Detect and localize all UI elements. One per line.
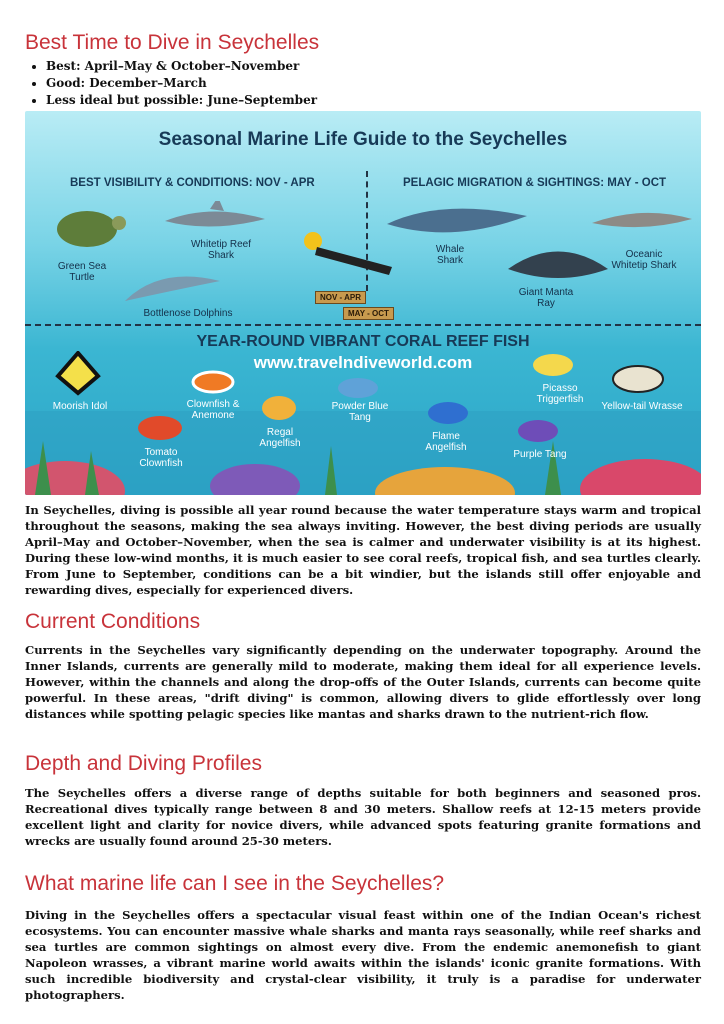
label-picasso: Picasso Triggerfish — [536, 383, 584, 405]
label-manta: Giant Manta Ray — [518, 287, 574, 309]
regal-angelfish-icon — [259, 393, 299, 423]
section-heading-current-conditions: Current Conditions — [25, 610, 201, 633]
intro-paragraph: In Seychelles, diving is possible all year round because the water temperature stays warm and tropical throughout the seasons, making the sea always inviting. However, the best diving periods are usually April–May and October–November, when the sea is calmer and underwater visibility is at its highest. During these low-wind months, it is much easier to see coral reefs, tropical fish, and sea turtles clearly. From June to September, conditions can be a bit windier, but the islands still offer enjoyable and rewarding dives, especially for experienced divers. — [25, 503, 701, 598]
yellowtail-wrasse-icon — [610, 363, 666, 395]
reef-fish-header: YEAR-ROUND VIBRANT CORAL REEF FISH — [196, 333, 530, 350]
best-time-list — [28, 58, 317, 109]
label-oceanic: Oceanic Whitetip Shark — [611, 249, 677, 271]
manta-ray-icon — [503, 239, 613, 289]
purple-tang-icon — [515, 417, 561, 445]
seasonal-marine-life-infographic — [25, 111, 701, 495]
infographic-title: Seasonal Marine Life Guide to the Seychelles — [158, 129, 568, 150]
list-item: • Less ideal but possible: June–September — [46, 92, 317, 109]
list-item: • Best: April–May & October–November — [46, 58, 317, 75]
depth-profiles-paragraph: The Seychelles offers a diverse range of depths suitable for both beginners and seasoned pros. Recreational dives typically range between 8 and 30 meters. Shallow reefs at 12-15 meters provide excellent light and clarity for novice divers, while advanced spots featuring granite formations and wrecks are usually found around 25-30 meters. — [25, 786, 701, 849]
label-flame: Flame Angelfish — [425, 431, 467, 453]
label-clownfish: Clownfish & Anemone — [186, 399, 240, 421]
section-heading-marine-life: What marine life can I see in the Seychelles? — [25, 872, 445, 895]
label-yellowtail: Yellow-tail Wrasse — [601, 401, 683, 412]
label-powder: Powder Blue Tang — [331, 401, 389, 423]
moorish-idol-icon — [53, 351, 103, 396]
oceanic-shark-icon — [587, 201, 697, 241]
label-whitetip-reef: Whitetip Reef Shark — [190, 239, 252, 261]
dolphin-icon — [120, 261, 230, 311]
label-turtle: Green Sea Turtle — [57, 261, 107, 283]
section-heading-best-time: Best Time to Dive in Seychelles — [25, 31, 320, 54]
label-whale-shark: Whale Shark — [435, 244, 465, 266]
label-regal: Regal Angelfish — [259, 427, 301, 449]
label-dolphins: Bottlenose Dolphins — [143, 308, 233, 319]
list-item: • Good: December–March — [46, 75, 317, 92]
powder-tang-icon — [335, 375, 381, 401]
label-tomato: Tomato Clownfish — [139, 447, 183, 469]
picasso-triggerfish-icon — [530, 351, 576, 379]
section-heading-depth-profiles: Depth and Diving Profiles — [25, 752, 262, 775]
flame-angelfish-icon — [425, 399, 471, 427]
shark-icon — [160, 201, 270, 237]
horizontal-divider — [25, 324, 701, 326]
left-section-header: BEST VISIBILITY & CONDITIONS: NOV - APR — [70, 177, 315, 189]
clownfish-icon — [190, 369, 236, 395]
right-section-header: PELAGIC MIGRATION & SIGHTINGS: MAY - OCT — [403, 177, 667, 189]
website-url: www.travelndiveworld.com — [253, 353, 473, 372]
label-purple: Purple Tang — [513, 449, 567, 460]
marine-life-paragraph: Diving in the Seychelles offers a spectacular visual feast within one of the Indian Ocean's richest ecosystems. You can encounter massive whale sharks and manta rays seasonally, while reef sharks and sea turtles are common sightings on almost every dive. From the endemic anemonefish to giant Napoleon wrasses, a vibrant marine world awaits within the islands' iconic granite formations. With such incredible biodiversity and crystal-clear visibility, it truly is a paradise for underwater photographers. — [25, 908, 701, 1003]
season-sign-nov-apr: NOV - APR — [315, 291, 366, 304]
turtle-icon — [47, 203, 127, 253]
label-moorish: Moorish Idol — [52, 401, 108, 412]
current-conditions-paragraph: Currents in the Seychelles vary significantly depending on the underwater topography. Around the Inner Islands, currents are generally mild to moderate, making them ideal for all experience levels. However, within the channels and along the drop-offs of the Outer Islands, currents can become quite powerful. In these areas, "drift diving" is common, allowing divers to glide effortlessly over long distances while spotting pelagic species like mantas and sharks drawn to the nutrient-rich flow. — [25, 643, 701, 722]
season-sign-may-oct: MAY - OCT — [343, 307, 394, 320]
